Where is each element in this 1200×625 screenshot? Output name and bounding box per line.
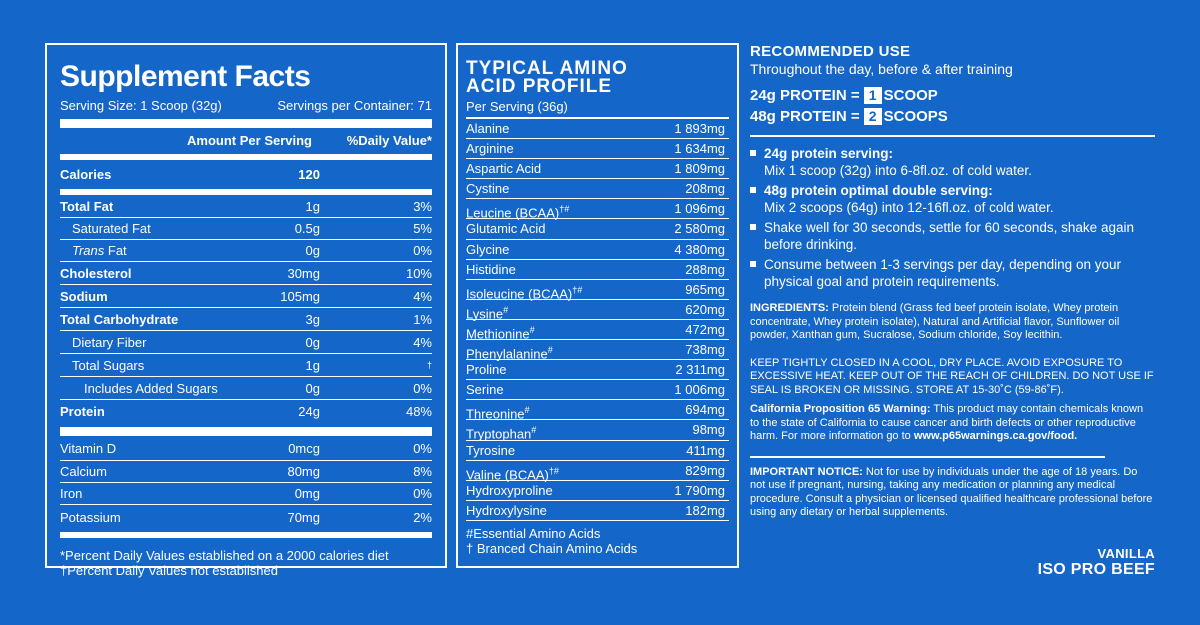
amino-name bbox=[466, 159, 541, 178]
amino-name-text: Glycine bbox=[466, 241, 510, 257]
amino-row bbox=[466, 380, 729, 400]
amino-value: 1 790mg bbox=[674, 482, 725, 498]
amino-name bbox=[466, 461, 559, 480]
row-amount: 105mg bbox=[280, 288, 320, 304]
amino-footnote-mark: †# bbox=[572, 284, 583, 295]
facts-row bbox=[60, 285, 432, 308]
amino-footnote-mark: # bbox=[547, 345, 553, 356]
ingredients bbox=[750, 302, 1155, 343]
prop65-warning bbox=[750, 403, 1155, 444]
protein-dose-label: 24g PROTEIN = bbox=[750, 87, 860, 104]
amino-name-text: Lysine bbox=[466, 306, 504, 322]
amino-value: 738mg bbox=[685, 342, 725, 358]
amino-value: 1 634mg bbox=[674, 141, 725, 157]
row-name: Calcium bbox=[60, 464, 107, 479]
facts-row bbox=[60, 354, 432, 377]
amino-name bbox=[466, 380, 504, 399]
recommended-subheading: Throughout the day, before & after training bbox=[750, 61, 1013, 77]
amino-per-serving: Per Serving (36g) bbox=[466, 99, 568, 114]
amino-row bbox=[466, 119, 729, 139]
bullet-icon bbox=[750, 261, 756, 267]
amino-row bbox=[466, 260, 729, 280]
servings-per-container: Servings per Container: 71 bbox=[277, 98, 432, 113]
amino-value: 182mg bbox=[685, 502, 725, 518]
row-dv: 2% bbox=[413, 509, 432, 525]
amino-name bbox=[466, 400, 530, 422]
usage-step bbox=[750, 182, 1155, 216]
amino-name-text: Tryptophan bbox=[466, 426, 532, 442]
amino-name-text: Tyrosine bbox=[466, 442, 516, 458]
row-name: Total Fat bbox=[60, 198, 114, 214]
facts-row bbox=[60, 218, 432, 240]
amino-name bbox=[466, 179, 509, 198]
scoop-count-badge: 2 bbox=[864, 108, 882, 125]
row-dv: 0% bbox=[413, 486, 432, 501]
row-name: Vitamin D bbox=[60, 440, 117, 456]
facts-divider-top bbox=[60, 119, 432, 128]
facts-title: Supplement Facts bbox=[60, 60, 311, 93]
storage-warning: KEEP TIGHTLY CLOSED IN A COOL, DRY PLACE. AVOID EXPOSURE TO EXCESSIVE HEAT. KEEP OUT OF THE REACH OF CHILDREN. DO NOT USE IF SEAL IS BROKEN OR MISSING. STORE AT 15-30˚C (59-86˚F). bbox=[750, 356, 1154, 396]
amino-row bbox=[466, 461, 729, 481]
row-amount: 30mg bbox=[287, 265, 320, 281]
header-dv: %Daily Value* bbox=[346, 133, 432, 148]
amino-acid-panel bbox=[456, 43, 739, 568]
amino-value: 620mg bbox=[685, 301, 725, 317]
footnote-dv: *Percent Daily Values established on a 2000 calories diet bbox=[60, 548, 389, 563]
step-text: Consume between 1-3 servings per day, depending on your physical goal and protein requirements. bbox=[764, 257, 1121, 289]
amino-name-text: Hydroxyproline bbox=[466, 482, 553, 498]
row-dv: 10% bbox=[405, 265, 432, 281]
bullet-icon bbox=[750, 224, 756, 230]
prop65-label: California Proposition 65 Warning: bbox=[750, 403, 931, 415]
row-amount: 0g bbox=[305, 334, 320, 350]
amino-name bbox=[466, 481, 553, 500]
prop65-text: This product may contain chemicals known to the state of California to cause cancer and birth defects or other reproductive harm. For more information go to bbox=[750, 403, 1144, 442]
amino-value: 694mg bbox=[685, 402, 725, 418]
row-dv: 0% bbox=[413, 380, 432, 396]
facts-footnotes bbox=[60, 548, 432, 578]
ingredients-text: Protein blend (Grass fed beef protein isolate, Whey protein concentrate, Whey protein isolate), Natural and Artificial flavor, Sunflower oil powder, Xanthan gum, Sucralose, Sodium chloride, Soy lecithin. bbox=[750, 302, 1120, 341]
scoop-count-badge: 1 bbox=[864, 87, 882, 104]
amino-footnote-mark: †# bbox=[559, 204, 570, 215]
amino-name bbox=[466, 360, 506, 379]
amino-name bbox=[466, 501, 547, 520]
amino-name bbox=[466, 139, 514, 158]
amino-name-text: Proline bbox=[466, 362, 507, 378]
footnote-not-established: †Percent Daily Values not established bbox=[60, 563, 278, 578]
scoop-unit: SCOOP bbox=[883, 87, 938, 104]
row-amount: 1g bbox=[305, 357, 320, 373]
row-amount: 24g bbox=[298, 403, 320, 419]
amino-value: 411mg bbox=[686, 442, 725, 458]
amino-name-text: Glutamic Acid bbox=[466, 221, 546, 237]
amino-value: 1 893mg bbox=[674, 121, 725, 136]
amino-name-text: Histidine bbox=[466, 261, 516, 277]
serving-info bbox=[60, 98, 432, 113]
amino-name-text: Methionine bbox=[466, 326, 530, 342]
row-amount: 80mg bbox=[287, 464, 320, 479]
recommended-heading: RECOMMENDED USE bbox=[750, 43, 911, 60]
supplement-facts-panel bbox=[45, 43, 447, 578]
amino-row bbox=[466, 340, 729, 360]
amino-name bbox=[466, 340, 553, 362]
facts-row bbox=[60, 400, 432, 422]
amino-name bbox=[466, 219, 545, 238]
amino-row bbox=[466, 501, 729, 521]
row-amount: 3g bbox=[305, 311, 320, 327]
amino-value: 4 380mg bbox=[674, 241, 725, 257]
row-name: Dietary Fiber bbox=[72, 334, 147, 350]
usage-divider bbox=[750, 135, 1155, 137]
footnote-essential: #Essential Amino Acids bbox=[466, 525, 601, 541]
row-dv: 5% bbox=[413, 221, 432, 236]
facts-divider-vitamins bbox=[60, 427, 432, 436]
row-dv: 0% bbox=[413, 243, 432, 258]
row-dv: 8% bbox=[413, 464, 432, 479]
row-amount: 1g bbox=[305, 198, 320, 214]
facts-row bbox=[60, 483, 432, 505]
facts-row bbox=[60, 262, 432, 285]
usage-column bbox=[750, 43, 1155, 578]
row-name: Total Sugars bbox=[72, 357, 145, 373]
amino-row bbox=[466, 179, 729, 199]
notice-divider bbox=[750, 456, 1105, 458]
amino-name-text: Serine bbox=[466, 382, 504, 398]
amino-footnotes bbox=[466, 526, 729, 556]
amino-name-text: Hydroxylysine bbox=[466, 502, 547, 518]
row-name: Iron bbox=[60, 486, 83, 501]
amino-value: 1 006mg bbox=[674, 382, 725, 398]
row-name: Protein bbox=[60, 403, 105, 419]
facts-row bbox=[60, 240, 432, 262]
amino-title bbox=[466, 60, 729, 96]
amino-value: 965mg bbox=[685, 281, 725, 297]
amino-footnote-mark: †# bbox=[548, 465, 559, 476]
row-dv: 1% bbox=[413, 311, 432, 327]
row-dv: 4% bbox=[413, 334, 432, 350]
facts-row bbox=[60, 436, 432, 461]
usage-step bbox=[750, 145, 1155, 179]
row-name-rest: Fat bbox=[104, 243, 127, 258]
row-dv: † bbox=[426, 360, 432, 370]
protein-dose-1 bbox=[750, 87, 1155, 104]
amino-row bbox=[466, 320, 729, 340]
ingredients-label: INGREDIENTS: bbox=[750, 302, 829, 314]
amino-name-text: Threonine bbox=[466, 406, 525, 422]
amino-value: 1 809mg bbox=[674, 161, 725, 177]
amino-name-text: Valine (BCAA) bbox=[466, 466, 549, 482]
amino-name-text: Leucine (BCAA) bbox=[466, 205, 560, 221]
amino-name bbox=[466, 119, 509, 138]
row-amount: 0g bbox=[305, 243, 320, 258]
usage-step bbox=[750, 256, 1155, 290]
row-dv: 3% bbox=[413, 198, 432, 214]
serving-size: Serving Size: 1 Scoop (32g) bbox=[60, 98, 222, 113]
amino-name-text: Cystine bbox=[466, 181, 510, 197]
brand-block bbox=[1038, 546, 1155, 579]
notice-text: Not for use by individuals under the age of 18 years. Do not use if pregnant, nursing, taking any medication or planning any medical procedure. Consult a physician or licensed qualified healthcare professional before using any dietary or herbal supplements. bbox=[750, 465, 1153, 518]
step-text: Shake well for 30 seconds, settle for 60 seconds, shake again before drinking. bbox=[764, 220, 1134, 252]
amino-value: 2 580mg bbox=[674, 221, 725, 237]
row-dv: 0% bbox=[413, 440, 432, 456]
amino-row bbox=[466, 441, 729, 461]
important-notice bbox=[750, 466, 1155, 520]
bullet-icon bbox=[750, 187, 756, 193]
facts-row bbox=[60, 195, 432, 218]
row-name: Includes Added Sugars bbox=[84, 380, 218, 396]
row-amount: 0.5g bbox=[294, 221, 320, 236]
amino-row bbox=[466, 300, 729, 320]
amino-row bbox=[466, 400, 729, 420]
facts-row bbox=[60, 377, 432, 400]
row-name: Total Carbohydrate bbox=[60, 311, 179, 327]
amino-name-text: Arginine bbox=[466, 141, 514, 157]
amino-name bbox=[466, 441, 515, 460]
amino-name-text: Phenylalanine bbox=[466, 346, 548, 362]
facts-divider-bottom bbox=[60, 532, 432, 538]
row-name: Calories bbox=[60, 167, 112, 182]
bullet-icon bbox=[750, 150, 756, 156]
row-dv: 48% bbox=[405, 403, 432, 419]
amino-title-line1: TYPICAL AMINO bbox=[466, 58, 628, 79]
row-amount: 0g bbox=[305, 380, 320, 396]
amino-footnote-mark: # bbox=[503, 304, 509, 315]
amino-row bbox=[466, 481, 729, 501]
amino-row bbox=[466, 219, 729, 239]
amino-footnote-mark: # bbox=[529, 324, 535, 335]
step-heading: 24g protein serving: bbox=[764, 146, 894, 161]
usage-step bbox=[750, 219, 1155, 253]
row-amount: 0mg bbox=[294, 486, 320, 501]
row-name: Potassium bbox=[60, 509, 121, 525]
usage-steps bbox=[750, 145, 1155, 290]
row-name: Sodium bbox=[60, 288, 108, 304]
amino-value: 472mg bbox=[685, 321, 725, 337]
facts-header bbox=[60, 128, 432, 154]
facts-row-calories bbox=[60, 160, 432, 189]
facts-row bbox=[60, 308, 432, 331]
amino-name-text: Alanine bbox=[466, 121, 510, 136]
amino-value: 1 096mg bbox=[674, 201, 725, 217]
protein-dose-2 bbox=[750, 108, 1155, 125]
row-amount: 70mg bbox=[287, 509, 320, 525]
row-name: Cholesterol bbox=[60, 265, 132, 281]
amino-row bbox=[466, 420, 729, 440]
product-name: ISO PRO BEEF bbox=[1037, 561, 1155, 578]
scoop-unit: SCOOPS bbox=[883, 108, 948, 125]
row-amount: 120 bbox=[298, 167, 320, 182]
amino-value: 208mg bbox=[685, 181, 725, 197]
amino-name bbox=[466, 199, 570, 221]
amino-footnote-mark: # bbox=[524, 405, 530, 416]
amino-name bbox=[466, 300, 509, 322]
prop65-link: www.p65warnings.ca.gov/food. bbox=[913, 430, 1078, 442]
step-text: Mix 1 scoop (32g) into 6-8fl.oz. of cold water. bbox=[764, 163, 1032, 178]
amino-row bbox=[466, 159, 729, 179]
flavor-name: VANILLA bbox=[1097, 546, 1155, 561]
amino-row bbox=[466, 280, 729, 300]
facts-row bbox=[60, 505, 432, 529]
notice-label: IMPORTANT NOTICE: bbox=[750, 465, 863, 478]
row-dv: 4% bbox=[413, 288, 432, 304]
amino-name bbox=[466, 420, 537, 442]
amino-footnote-mark: # bbox=[531, 425, 537, 436]
amino-value: 288mg bbox=[685, 261, 725, 277]
amino-title-line2: ACID PROFILE bbox=[466, 76, 613, 97]
amino-name-text: Aspartic Acid bbox=[466, 161, 542, 177]
amino-value: 98mg bbox=[692, 422, 725, 438]
amino-value: 829mg bbox=[685, 462, 725, 478]
row-name-italic: Trans bbox=[72, 243, 105, 258]
amino-row bbox=[466, 199, 729, 219]
amino-name bbox=[466, 260, 516, 279]
amino-name bbox=[466, 280, 583, 302]
amino-row bbox=[466, 139, 729, 159]
row-name: Saturated Fat bbox=[72, 221, 151, 236]
protein-dose-label: 48g PROTEIN = bbox=[750, 108, 860, 125]
amino-name-text: Isoleucine (BCAA) bbox=[466, 286, 573, 302]
amino-row bbox=[466, 360, 729, 380]
amino-value: 2 311mg bbox=[675, 362, 725, 378]
facts-row bbox=[60, 331, 432, 354]
row-name bbox=[60, 243, 230, 258]
footnote-bcaa: † Branced Chain Amino Acids bbox=[466, 540, 638, 556]
facts-row bbox=[60, 461, 432, 483]
row-amount: 0mcg bbox=[288, 440, 320, 456]
amino-table bbox=[466, 119, 729, 521]
step-heading: 48g protein optimal double serving: bbox=[764, 183, 993, 198]
step-text: Mix 2 scoops (64g) into 12-16fl.oz. of cold water. bbox=[764, 200, 1054, 215]
header-amount: Amount Per Serving bbox=[187, 133, 312, 148]
amino-name bbox=[466, 320, 535, 342]
amino-name bbox=[466, 240, 509, 259]
amino-row bbox=[466, 240, 729, 260]
